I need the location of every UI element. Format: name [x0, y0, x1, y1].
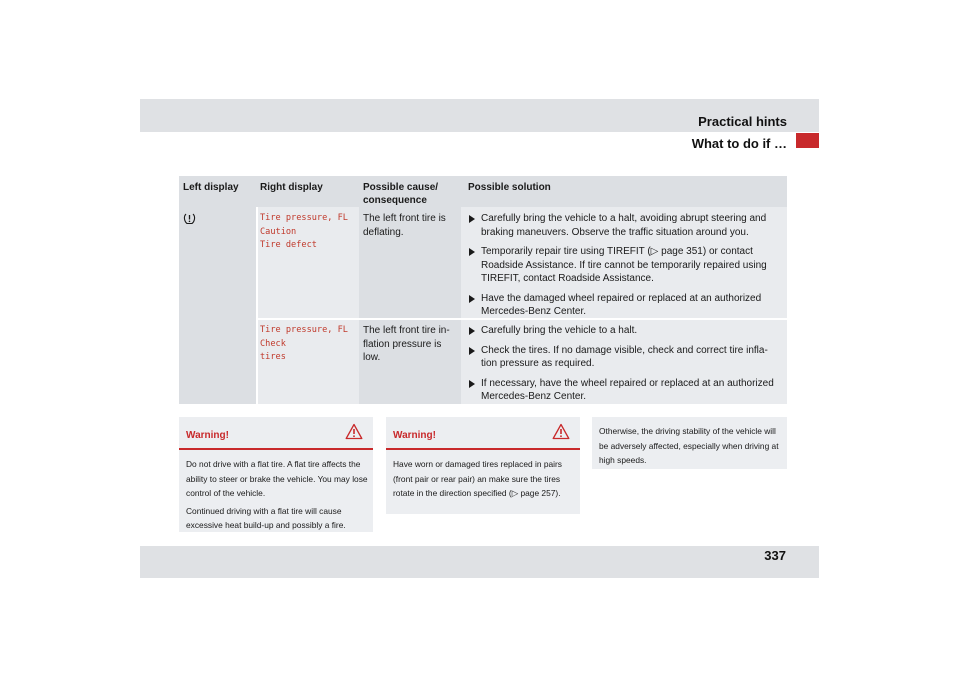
- solution-item: Check the tires. If no damage visible, check and correct tire infla-tion pressure as required.: [468, 344, 782, 371]
- solution-item: Carefully bring the vehicle to a halt.: [468, 324, 782, 338]
- display-line: tires: [260, 352, 286, 362]
- cause-text: The left front tire in-flation pressure is low.: [363, 325, 450, 363]
- warning-text: [186, 457, 368, 536]
- display-line: Caution: [260, 226, 297, 237]
- section-marker-tab: [796, 133, 819, 148]
- display-line: Tire pressure, FL: [260, 213, 348, 223]
- header-right-display: Right display: [260, 182, 323, 193]
- solution-list: [468, 212, 782, 325]
- warning-label: Warning!: [393, 430, 436, 441]
- left-display-cell: [179, 207, 256, 404]
- continuation-note-box: [592, 417, 787, 469]
- warning-triangle-icon: [552, 423, 570, 440]
- bullet-arrow-icon: [469, 347, 475, 355]
- section-subtitle: What to do if …: [691, 136, 787, 151]
- warning-paragraph: Continued driving with a flat tire will cause excessive heat build-up and possibly a fire.: [186, 505, 346, 531]
- warning-header: [179, 417, 373, 450]
- solution-item: If necessary, have the wheel repaired or replaced at an authorized Mercedes-Benz Center.: [468, 377, 782, 404]
- warning-paragraph: Do not drive with a flat tire. A flat tire affects the ability to steer or brake the vehicle. You may lose control of the vehicle.: [186, 459, 368, 499]
- solution-list: [468, 324, 782, 410]
- bullet-arrow-icon: [469, 248, 475, 256]
- continuation-note: Otherwise, the driving stability of the vehicle will be adversely affected, especially when driving at high speeds.: [599, 426, 779, 466]
- solution-item: Have the damaged wheel repaired or replaced at an authorized Mercedes-Benz Center.: [468, 292, 782, 319]
- section-title: Practical hints: [698, 114, 787, 129]
- bullet-arrow-icon: [469, 380, 475, 388]
- header-left-display: Left display: [183, 182, 239, 193]
- footer-band: [140, 546, 819, 578]
- bullet-arrow-icon: [469, 215, 475, 223]
- right-display-message: [260, 324, 348, 365]
- warning-paragraph: Have worn or damaged tires replaced in pairs (front pair or rear pair) an make sure the tires rotate in the direction specified (▷ page 257).: [393, 459, 562, 499]
- warning-header: [386, 417, 580, 450]
- bullet-arrow-icon: [469, 327, 475, 335]
- warning-box-flat-tire: [179, 417, 373, 532]
- right-display-message: [260, 212, 348, 253]
- warning-text: [393, 457, 571, 504]
- page-number: 337: [764, 548, 786, 563]
- display-line: Check: [260, 338, 286, 349]
- tire-pressure-warning-icon: [183, 212, 196, 225]
- display-line: Tire defect: [260, 240, 317, 250]
- warning-box-tire-replacement: [386, 417, 580, 514]
- warning-label: Warning!: [186, 430, 229, 441]
- display-line: Tire pressure, FL: [260, 325, 348, 335]
- cause-text: The left front tire is deflating.: [363, 213, 446, 238]
- header-possible-solution: Possible solution: [468, 182, 551, 193]
- bullet-arrow-icon: [469, 295, 475, 303]
- solution-item: Temporarily repair tire using TIREFIT (▷ page 351) or contact Roadside Assistance. If tire cannot be temporarily repaired using TIREFIT, contact Roadside Assistance.: [468, 245, 782, 286]
- solution-item: Carefully bring the vehicle to a halt, avoiding abrupt steering and braking maneuvers. Observe the traffic situation around you.: [468, 212, 782, 239]
- warning-triangle-icon: [345, 423, 363, 440]
- header-possible-cause: Possible cause/ consequence: [363, 182, 439, 206]
